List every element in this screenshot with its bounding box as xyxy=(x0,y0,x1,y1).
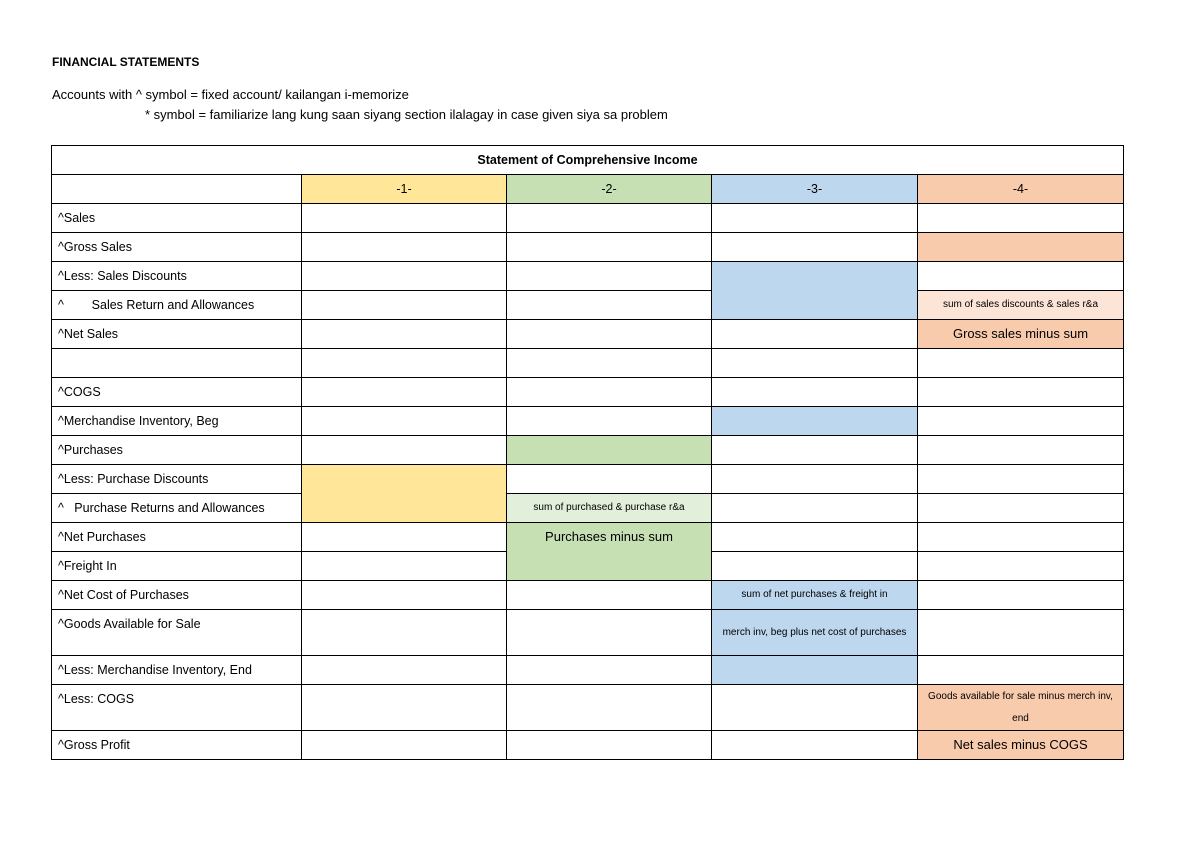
row-label: ^Net Purchases xyxy=(52,523,302,552)
annotation-net-cost: sum of net purchases & freight in xyxy=(712,581,918,610)
row-label: ^Net Cost of Purchases xyxy=(52,581,302,610)
row-label: ^Gross Sales xyxy=(52,233,302,262)
table-row xyxy=(52,291,1124,320)
annotation-net-purchases: Purchases minus sum xyxy=(507,523,712,581)
note-familiarize: * symbol = familiarize lang kung saan siyang section ilalagay in case given siya sa problem xyxy=(145,107,668,122)
row-label: ^Purchases xyxy=(52,436,302,465)
annotation-sales-returns: sum of sales discounts & sales r&a xyxy=(918,291,1124,320)
row-label: ^ Purchase Returns and Allowances xyxy=(52,494,302,523)
row-label: ^Less: Merchandise Inventory, End xyxy=(52,656,302,685)
column-header-row xyxy=(52,175,1124,204)
row-label xyxy=(52,349,302,378)
table-row xyxy=(52,581,1124,610)
row-label: ^ Sales Return and Allowances xyxy=(52,291,302,320)
column-header-4: -4- xyxy=(918,175,1124,204)
row-label: ^Sales xyxy=(52,204,302,233)
table-row xyxy=(52,494,1124,523)
row-label: ^Gross Profit xyxy=(52,731,302,760)
annotation-gross-profit: Net sales minus COGS xyxy=(918,731,1124,760)
row-label: ^Net Sales xyxy=(52,320,302,349)
table-row xyxy=(52,407,1124,436)
row-label: ^Freight In xyxy=(52,552,302,581)
income-statement-table xyxy=(51,145,1124,760)
table-row xyxy=(52,436,1124,465)
table-row xyxy=(52,320,1124,349)
column-header-3: -3- xyxy=(712,175,918,204)
table-row xyxy=(52,523,1124,552)
row-label: ^Merchandise Inventory, Beg xyxy=(52,407,302,436)
table-row xyxy=(52,262,1124,291)
table-row xyxy=(52,349,1124,378)
row-label: ^Less: COGS xyxy=(52,685,302,731)
table-row xyxy=(52,731,1124,760)
table-row xyxy=(52,656,1124,685)
annotation-goods-available: merch inv, beg plus net cost of purchases xyxy=(712,610,918,656)
table-row xyxy=(52,685,1124,731)
note-fixed-account: Accounts with ^ symbol = fixed account/ kailangan i-memorize xyxy=(52,87,409,102)
page-heading: FINANCIAL STATEMENTS xyxy=(52,55,200,69)
table-row xyxy=(52,378,1124,407)
row-label: ^COGS xyxy=(52,378,302,407)
table-row xyxy=(52,233,1124,262)
annotation-less-cogs: Goods available for sale minus merch inv, end xyxy=(918,685,1124,731)
row-label: ^Goods Available for Sale xyxy=(52,610,302,656)
column-header-1: -1- xyxy=(302,175,507,204)
annotation-net-sales: Gross sales minus sum xyxy=(918,320,1124,349)
table-row xyxy=(52,204,1124,233)
row-label: ^Less: Sales Discounts xyxy=(52,262,302,291)
table-row xyxy=(52,610,1124,656)
table-title: Statement of Comprehensive Income xyxy=(52,146,1124,175)
column-header-2: -2- xyxy=(507,175,712,204)
annotation-purchase-returns: sum of purchased & purchase r&a xyxy=(507,494,712,523)
table-row xyxy=(52,465,1124,494)
row-label: ^Less: Purchase Discounts xyxy=(52,465,302,494)
